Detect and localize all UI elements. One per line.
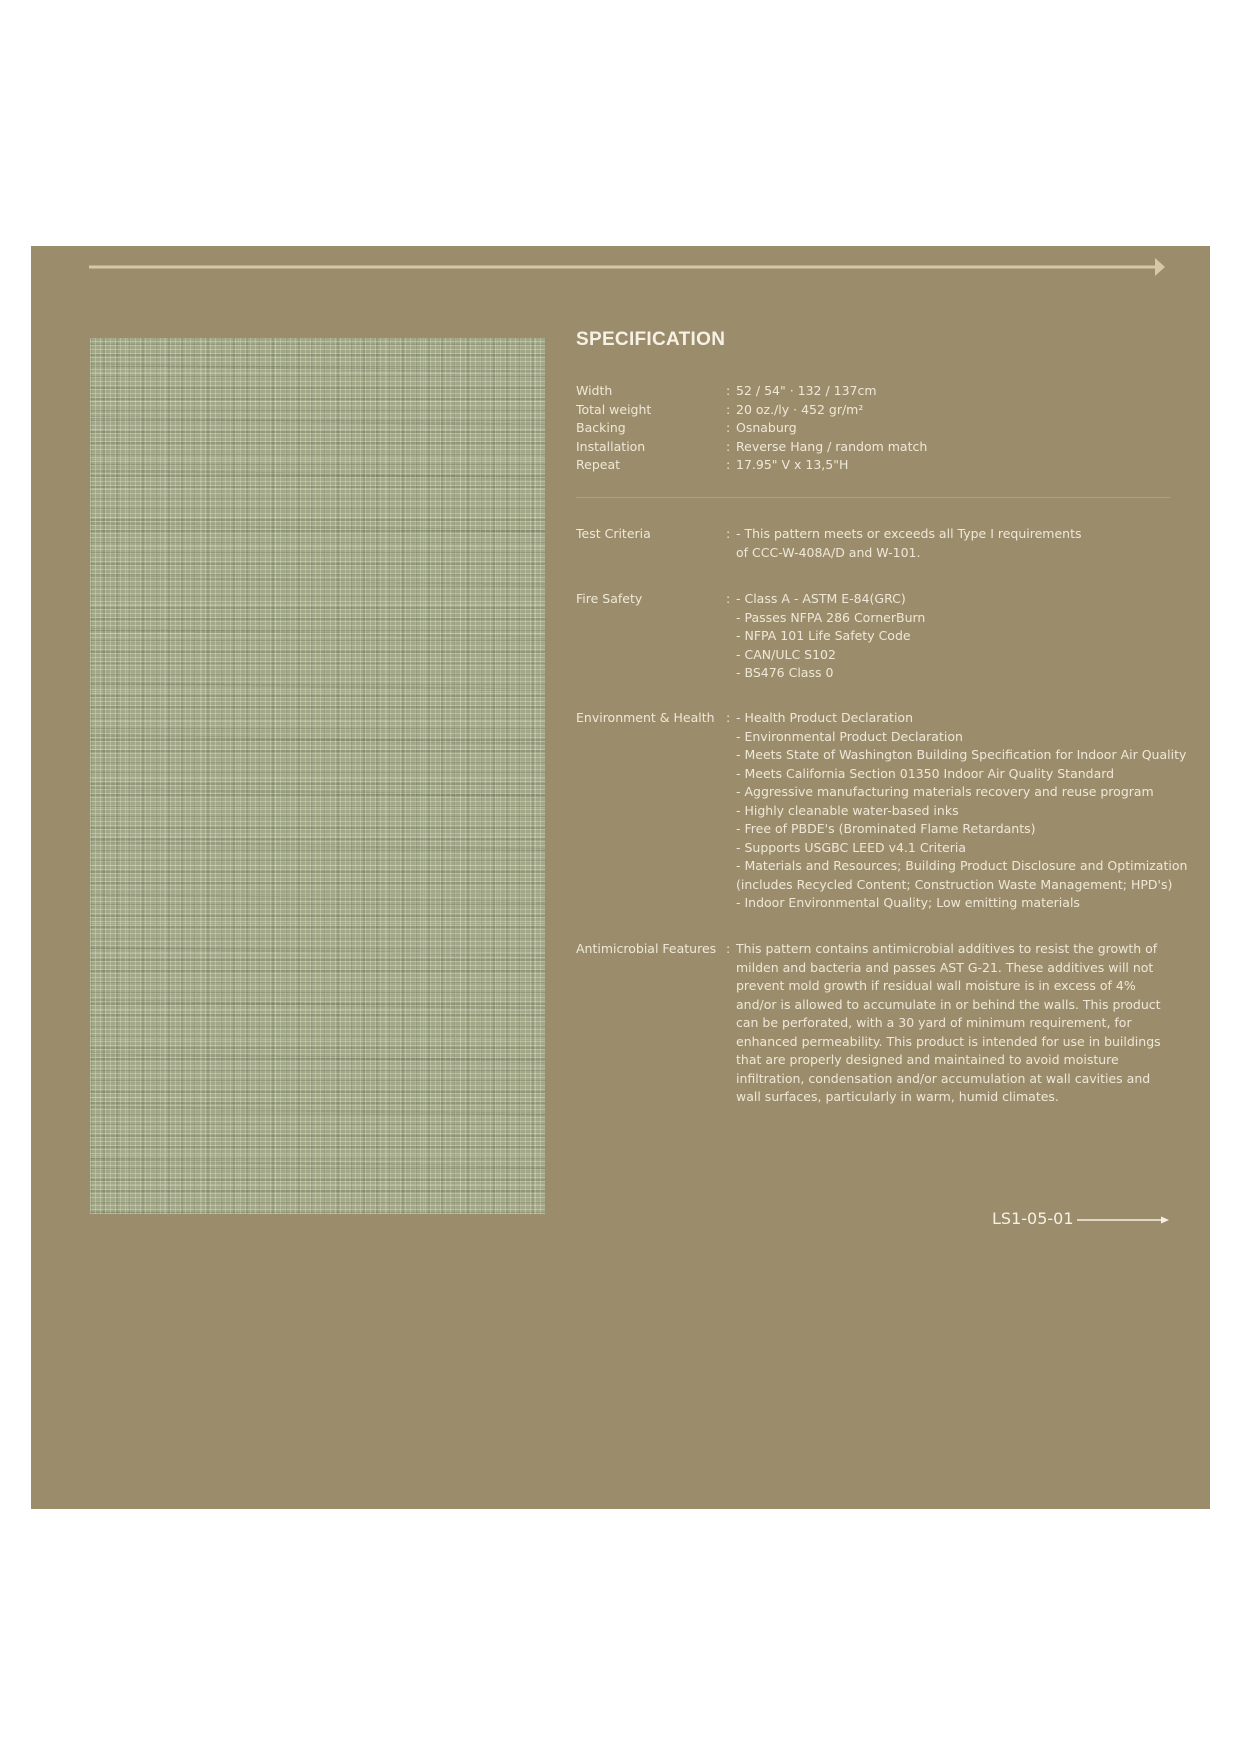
environment-line: - Meets California Section 01350 Indoor Air Quality Standard xyxy=(736,765,1115,781)
section-divider xyxy=(576,497,1170,498)
product-panel xyxy=(31,246,1210,1509)
test-criteria-section xyxy=(576,525,1206,562)
environment-line: - Highly cleanable water-based inks xyxy=(736,802,959,818)
fire-safety-section xyxy=(576,590,1206,683)
spec-row-width xyxy=(576,382,1206,401)
spec-row-installation xyxy=(576,438,1206,457)
section-value xyxy=(736,525,1206,562)
section-colon: : xyxy=(726,526,731,541)
page-code: LS1-05-01 xyxy=(992,1209,1074,1228)
section-colon: : xyxy=(726,941,731,956)
criteria-line: of CCC-W-408A/D and W-101. xyxy=(736,544,921,560)
spec-colon: : xyxy=(726,438,731,454)
spec-row-backing xyxy=(576,419,1206,438)
criteria-line: - This pattern meets or exceeds all Type I requirements xyxy=(736,526,1082,541)
section-label: Environment & Health xyxy=(576,710,715,725)
section-value xyxy=(736,940,1206,1107)
top-arrow-icon xyxy=(89,256,1165,278)
fire-safety-line: - CAN/ULC S102 xyxy=(736,646,836,662)
section-label: Fire Safety xyxy=(576,591,643,606)
spec-label: Backing xyxy=(576,420,626,435)
spec-label: Width xyxy=(576,383,613,398)
antimicrobial-section xyxy=(576,940,1206,1107)
spec-value: 52 / 54" · 132 / 137cm xyxy=(736,383,877,398)
spec-colon: : xyxy=(726,401,731,417)
spec-value: Reverse Hang / random match xyxy=(736,438,928,454)
environment-health-section xyxy=(576,709,1206,913)
environment-line: (includes Recycled Content; Construction Waste Management; HPD's) xyxy=(736,876,1173,892)
spec-value: Osnaburg xyxy=(736,420,797,435)
spec-row-repeat xyxy=(576,456,1206,475)
section-value xyxy=(736,590,1206,683)
fire-safety-line: - NFPA 101 Life Safety Code xyxy=(736,628,911,643)
fire-safety-line: - BS476 Class 0 xyxy=(736,665,834,680)
spec-colon: : xyxy=(726,383,731,398)
spec-value: 20 oz./ly · 452 gr/m² xyxy=(736,401,864,417)
environment-line: - Free of PBDE's (Brominated Flame Retardants) xyxy=(736,821,1036,836)
environment-line: - Aggressive manufacturing materials recovery and reuse program xyxy=(736,784,1154,799)
spec-label: Total weight xyxy=(576,401,652,417)
section-value xyxy=(736,709,1206,913)
fabric-swatch-image xyxy=(90,338,545,1214)
spec-colon: : xyxy=(726,457,731,472)
spec-label: Repeat xyxy=(576,457,621,472)
page-title: SPECIFICATION xyxy=(576,329,726,350)
section-colon: : xyxy=(726,591,731,606)
environment-line: - Materials and Resources; Building Product Disclosure and Optimization xyxy=(736,858,1188,873)
section-label: Test Criteria xyxy=(576,526,651,541)
section-colon: : xyxy=(726,710,731,725)
spec-row-total-weight xyxy=(576,401,1206,420)
fire-safety-line: - Class A - ASTM E-84(GRC) xyxy=(736,591,906,606)
fire-safety-line: - Passes NFPA 286 CornerBurn xyxy=(736,609,926,625)
spec-value: 17.95" V x 13,5"H xyxy=(736,457,849,472)
environment-line: - Environmental Product Declaration xyxy=(736,728,963,744)
antimicrobial-paragraph: This pattern contains antimicrobial additives to resist the growth of milden and bacteria and passes AST G-21. These additives will not prevent mold growth if residual wall moisture is in excess of 4% and/or is allowed to accumulate in or behind the walls. This product can be perforated, with a 30 yard of minimum requirement, for enhanced permeability. This product is intended for use in buildings that are properly designed and maintained to avoid moisture infiltration, condensation and/or accumulation at wall cavities and wall surfaces, particularly in warm, humid climates. xyxy=(736,941,1161,1104)
environment-line: - Meets State of Washington Building Specification for Indoor Air Quality xyxy=(736,747,1187,762)
environment-line: - Indoor Environmental Quality; Low emitting materials xyxy=(736,895,1080,910)
environment-line: - Supports USGBC LEED v4.1 Criteria xyxy=(736,839,967,855)
spec-table xyxy=(576,382,1206,475)
environment-line: - Health Product Declaration xyxy=(736,710,914,725)
spec-colon: : xyxy=(726,420,731,435)
spec-label: Installation xyxy=(576,438,646,454)
section-label: Antimicrobial Features xyxy=(576,941,717,956)
page-arrow-icon xyxy=(1077,1214,1169,1226)
